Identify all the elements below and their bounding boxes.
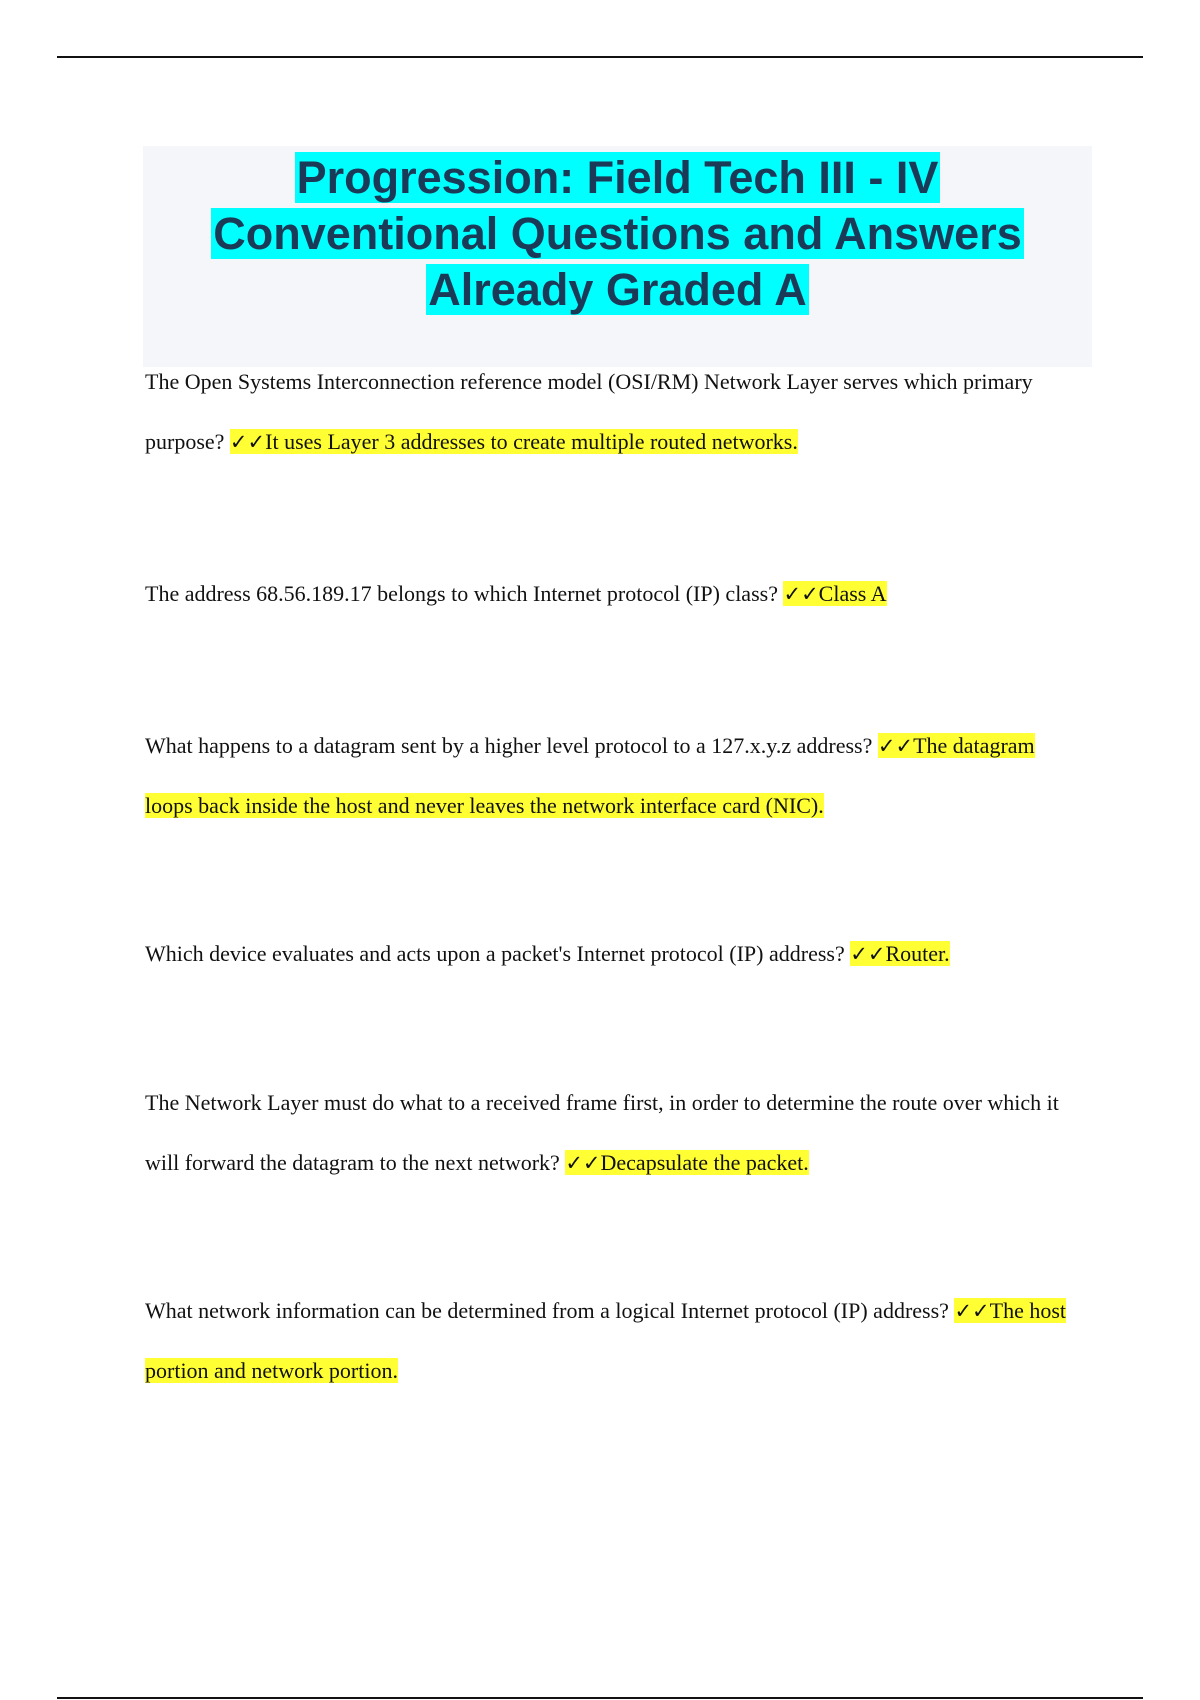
double-check-icon: ✓✓	[229, 430, 266, 454]
document-title	[143, 150, 1092, 318]
answer-highlight	[230, 429, 798, 454]
title-line-1: Progression: Field Tech III - IV	[296, 152, 939, 203]
answer-text: It uses Layer 3 addresses to create multiple routed networks.	[265, 429, 798, 454]
double-check-icon: ✓✓	[783, 582, 819, 606]
double-check-icon: ✓✓	[850, 942, 886, 966]
double-check-icon: ✓✓	[954, 1299, 990, 1323]
answer-text: Class A	[818, 581, 887, 606]
qa-item-1	[145, 352, 1085, 472]
answer-highlight	[850, 941, 949, 966]
answer-text: The datagram loops back inside the host and never leaves the network interface card (NIC).	[145, 733, 1035, 818]
footer-rule	[57, 1697, 1143, 1699]
answer-highlight	[783, 581, 886, 606]
question-text: Which device evaluates and acts upon a packet's Internet protocol (IP) address?	[145, 941, 845, 966]
qa-item-4	[145, 924, 1085, 984]
double-check-icon: ✓✓	[877, 734, 914, 758]
question-text: The Open Systems Interconnection reference model (OSI/RM) Network Layer serves which primary purpose?	[145, 369, 1033, 454]
answer-text: Router.	[885, 941, 950, 966]
qa-item-2	[145, 564, 1085, 624]
question-text: The Network Layer must do what to a received frame first, in order to determine the route over which it will forward the datagram to the next network?	[145, 1090, 1059, 1175]
qa-item-6	[145, 1281, 1085, 1401]
title-banner	[143, 146, 1092, 367]
title-line-2: Conventional Questions and Answers	[213, 208, 1022, 259]
header-rule	[57, 56, 1143, 58]
qa-item-5	[145, 1073, 1085, 1193]
title-line-3: Already Graded A	[428, 264, 807, 315]
answer-highlight	[565, 1150, 808, 1175]
question-text: The address 68.56.189.17 belongs to which Internet protocol (IP) class?	[145, 581, 778, 606]
answer-text: Decapsulate the packet.	[600, 1150, 809, 1175]
question-text: What happens to a datagram sent by a higher level protocol to a 127.x.y.z address?	[145, 733, 873, 758]
qa-item-3	[145, 716, 1085, 836]
double-check-icon: ✓✓	[565, 1151, 601, 1175]
question-text: What network information can be determined from a logical Internet protocol (IP) address?	[145, 1298, 949, 1323]
answer-text: The host portion and network portion.	[145, 1298, 1067, 1383]
